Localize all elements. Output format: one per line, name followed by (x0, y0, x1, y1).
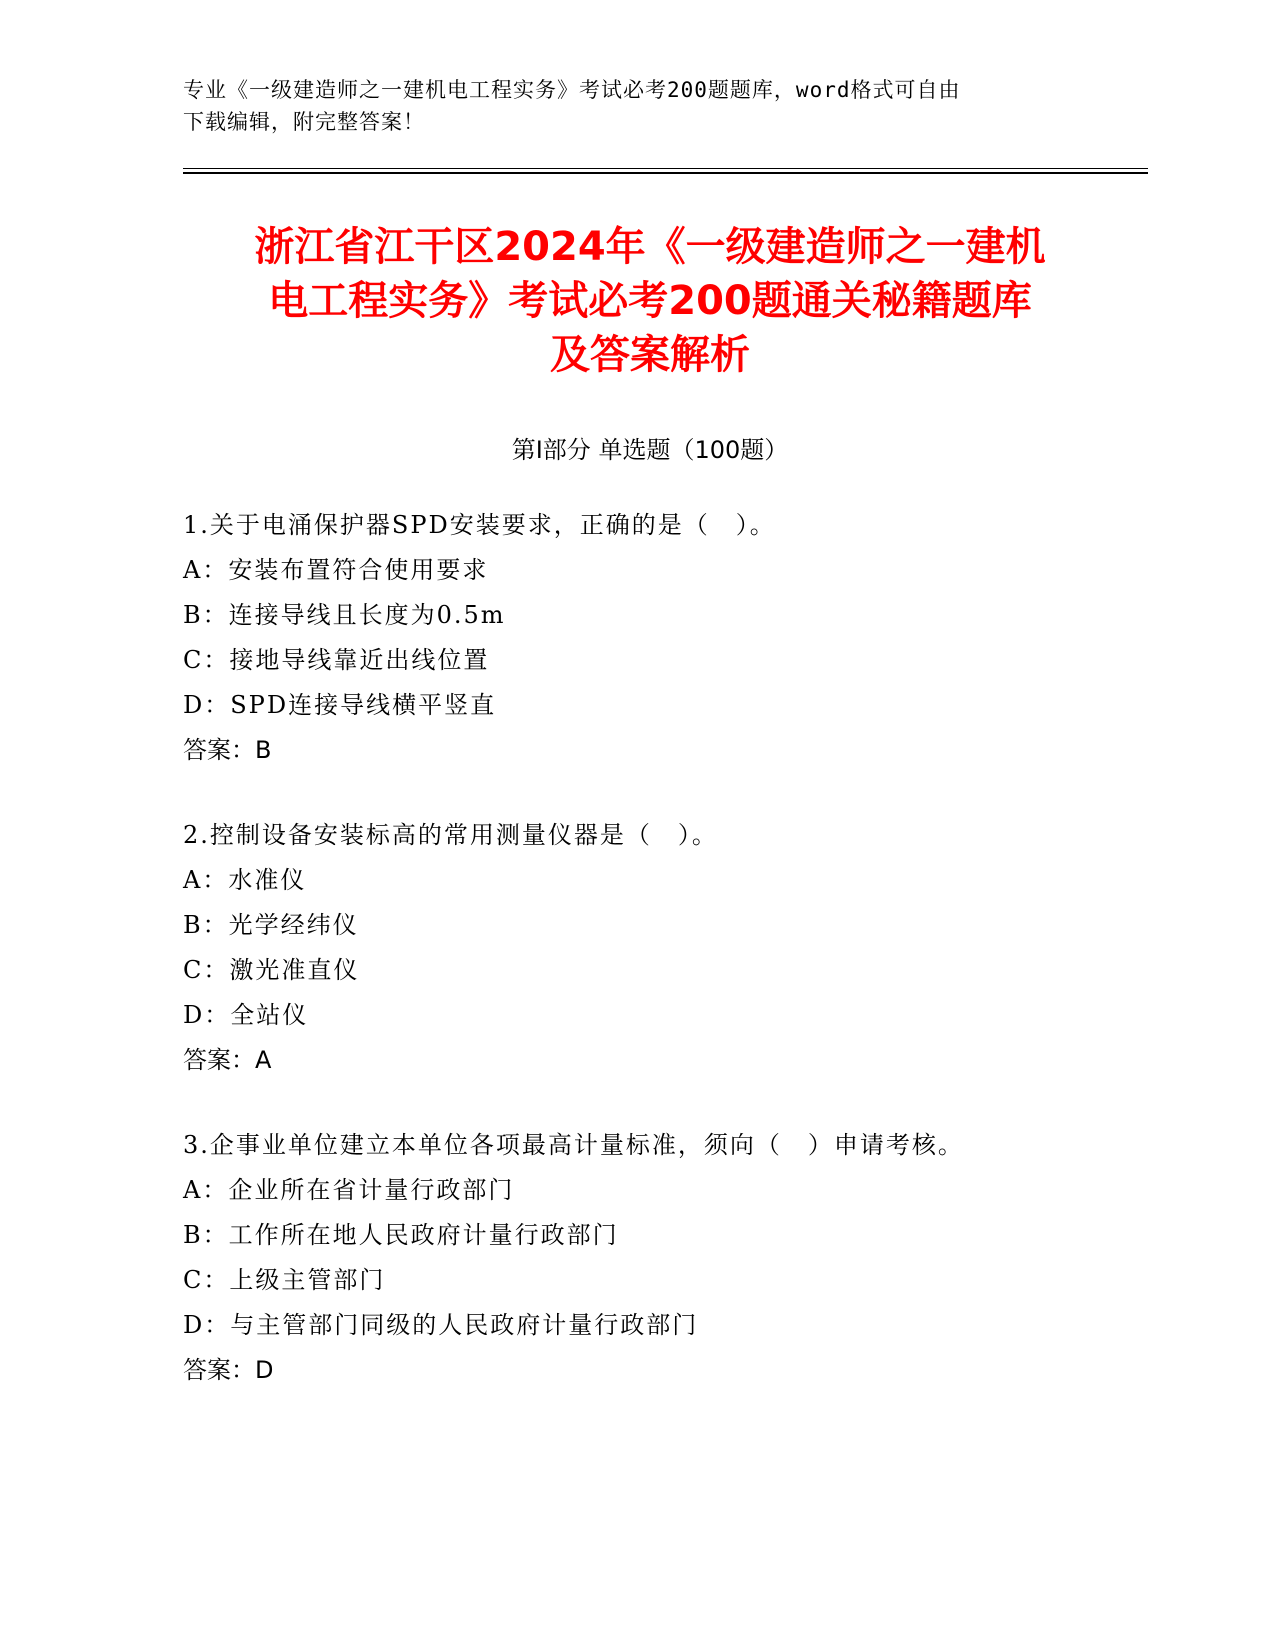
header-note-line-1: 专业《一级建造师之一建机电工程实务》考试必考200题题库，word格式可自由 (183, 78, 961, 102)
answer: 答案：D (183, 1356, 274, 1384)
document-title-line-3: 及答案解析 (550, 332, 750, 378)
option-b: B：工作所在地人民政府计量行政部门 (183, 1221, 619, 1249)
option-a: A：安装布置符合使用要求 (183, 556, 489, 584)
section-heading: 第Ⅰ部分 单选题（100题） (511, 436, 789, 464)
document-title (150, 220, 1150, 382)
option-c: C：上级主管部门 (183, 1266, 386, 1294)
header-note-line-2: 下载编辑，附完整答案！ (183, 110, 425, 134)
option-b: B：光学经纬仪 (183, 911, 359, 939)
document-title-line-1: 浙江省江干区2024年《一级建造师之一建机 (254, 224, 1046, 270)
option-d: D：全站仪 (183, 1001, 309, 1029)
question-stem: 1.关于电涌保护器SPD安装要求，正确的是（ ）。 (183, 511, 776, 539)
option-d: D：与主管部门同级的人民政府计量行政部门 (183, 1311, 699, 1339)
answer: 答案：A (183, 1046, 272, 1074)
question-stem: 2.控制设备安装标高的常用测量仪器是（ ）。 (183, 821, 718, 849)
header-divider-thin (183, 168, 1148, 169)
question-stem: 3.企事业单位建立本单位各项最高计量标准，须向（ ）申请考核。 (183, 1131, 964, 1159)
answer: 答案：B (183, 736, 272, 764)
header-divider-thick (183, 172, 1148, 174)
question-2 (183, 813, 1163, 1083)
question-1 (183, 503, 1163, 773)
document-title-line-2: 电工程实务》考试必考200题通关秘籍题库 (268, 278, 1032, 324)
question-3 (183, 1123, 1163, 1393)
option-c: C：激光准直仪 (183, 956, 360, 984)
option-d: D：SPD连接导线横平竖直 (183, 691, 497, 719)
option-c: C：接地导线靠近出线位置 (183, 646, 490, 674)
option-a: A：企业所在省计量行政部门 (183, 1176, 515, 1204)
option-a: A：水准仪 (183, 866, 307, 894)
header-note (183, 74, 1063, 138)
option-b: B：连接导线且长度为0.5m (183, 601, 506, 629)
